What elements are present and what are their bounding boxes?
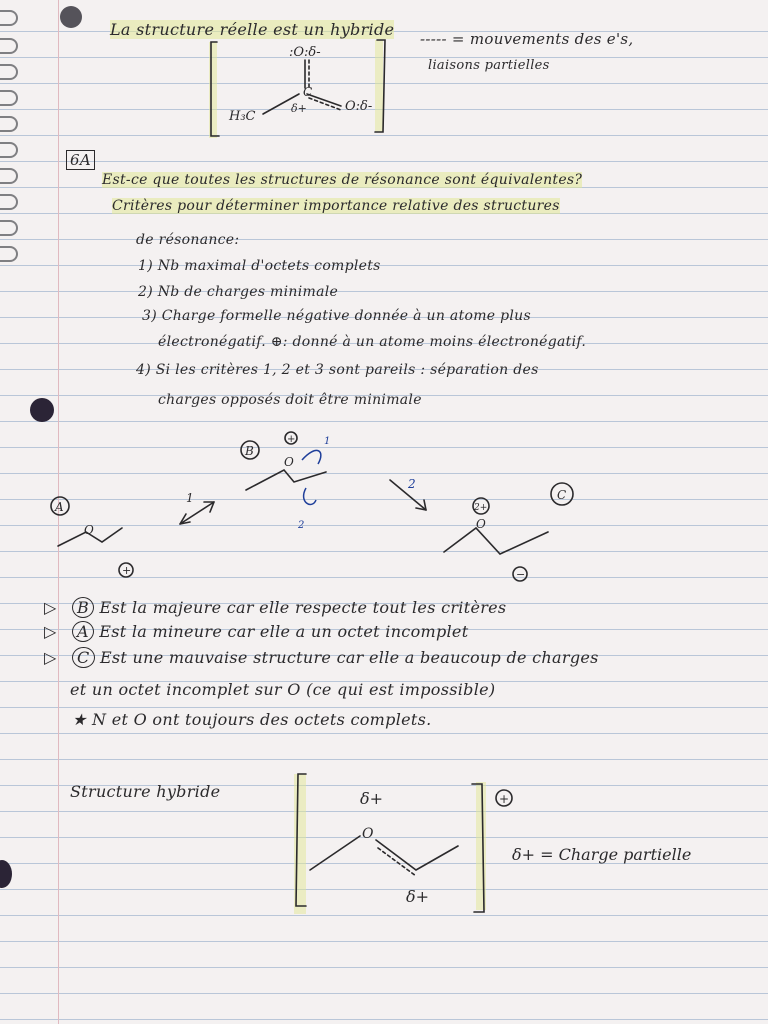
structure-c-bonds (444, 528, 548, 554)
spiral-ring (0, 194, 18, 210)
hybrid-delta-top: δ+ (360, 789, 384, 808)
curved-arrow-1 (302, 450, 321, 464)
hybrid-title: La structure réelle est un hybride (110, 20, 395, 39)
label-b: B (245, 444, 254, 458)
criterion-1: 1) Nb maximal d'octets complets (138, 258, 381, 274)
criterion-4-cont: charges opposés doit être minimale (158, 392, 422, 408)
spiral-ring (0, 116, 18, 132)
spiral-ring (0, 168, 18, 184)
star-note: ★ N et O ont toujours des octets complets. (72, 710, 432, 729)
criterion-4: 4) Si les critères 1, 2 et 3 sont pareils : séparation des (136, 362, 539, 378)
dots-legend: ----- = mouvements des e's, (420, 30, 634, 48)
label-a: A (55, 500, 64, 514)
hybrid-delta-bottom: δ+ (406, 887, 430, 906)
right-oxygen-label: O:δ- (345, 99, 373, 114)
criterion-3: 3) Charge formelle négative donnée à un atome plus (142, 308, 531, 324)
hybrid-partial-bond (378, 848, 416, 876)
structure-c-oxygen: O (476, 517, 486, 531)
resonance-diagram (40, 424, 640, 594)
structure-a-plus: + (122, 564, 132, 577)
carbon-label: C (303, 85, 313, 99)
hybrid-bond-left (310, 836, 360, 870)
arrow-2-label: 2 (408, 477, 416, 491)
curve-2-label: 2 (298, 520, 305, 531)
criterion-3-cont: électronégatif. ⊕: donné à un atome moins électronégatif. (158, 334, 587, 350)
structure-a-oxygen: O (84, 523, 94, 537)
curved-arrow-2 (304, 488, 316, 504)
h3c-label: H₃C (229, 109, 256, 124)
spiral-ring (0, 38, 18, 54)
conclusion-a: ▷ A Est la mineure car elle a un octet incomplet (44, 622, 469, 641)
hybrid-oxygen: O (362, 826, 374, 842)
hybrid-label: Structure hybride (70, 782, 221, 801)
structure-c-minus: − (516, 568, 526, 581)
curve-1-label: 1 (324, 436, 331, 447)
dots-legend-2: liaisons partielles (428, 58, 550, 73)
spiral-ring (0, 64, 18, 80)
criteria-intro-2: de résonance: (136, 232, 240, 248)
structure-b-bonds (246, 470, 326, 490)
punch-hole (60, 6, 82, 28)
criteria-intro: Critères pour déterminer importance relative des structures (112, 198, 560, 214)
punch-hole (30, 398, 54, 422)
hybrid-definition: δ+ = Charge partielle (512, 845, 692, 864)
delta-plus-label: δ+ (291, 102, 307, 115)
spiral-ring (0, 90, 18, 106)
spiral-ring (0, 142, 18, 158)
spiral-ring (0, 220, 18, 236)
structure-b-plus: + (287, 434, 296, 445)
top-oxygen-label: :O:δ- (289, 45, 321, 60)
criterion-2: 2) Nb de charges minimale (138, 284, 339, 300)
arrow-1-label: 1 (186, 491, 194, 505)
structure-c-2plus: 2+ (474, 503, 488, 513)
conclusion-b: ▷ B Est la majeure car elle respecte tout les critères (44, 598, 507, 617)
structure-b-oxygen: O (284, 455, 294, 469)
question-text: Est-ce que toutes les structures de résonance sont équivalentes? (102, 172, 583, 188)
spiral-ring (0, 10, 18, 26)
section-tag: 6A (66, 150, 95, 170)
hybrid-charge: + (499, 792, 510, 806)
punch-hole (0, 860, 12, 888)
conclusion-c-cont: et un octet incomplet sur O (ce qui est impossible) (70, 680, 496, 699)
header-hybrid-structure (195, 36, 415, 146)
hybrid-structure (286, 766, 756, 926)
spiral-ring (0, 246, 18, 262)
equilibrium-arrow-1 (180, 502, 214, 524)
conclusion-c: ▷ C Est une mauvaise structure car elle a beaucoup de charges (44, 648, 599, 667)
label-c: C (557, 488, 567, 502)
